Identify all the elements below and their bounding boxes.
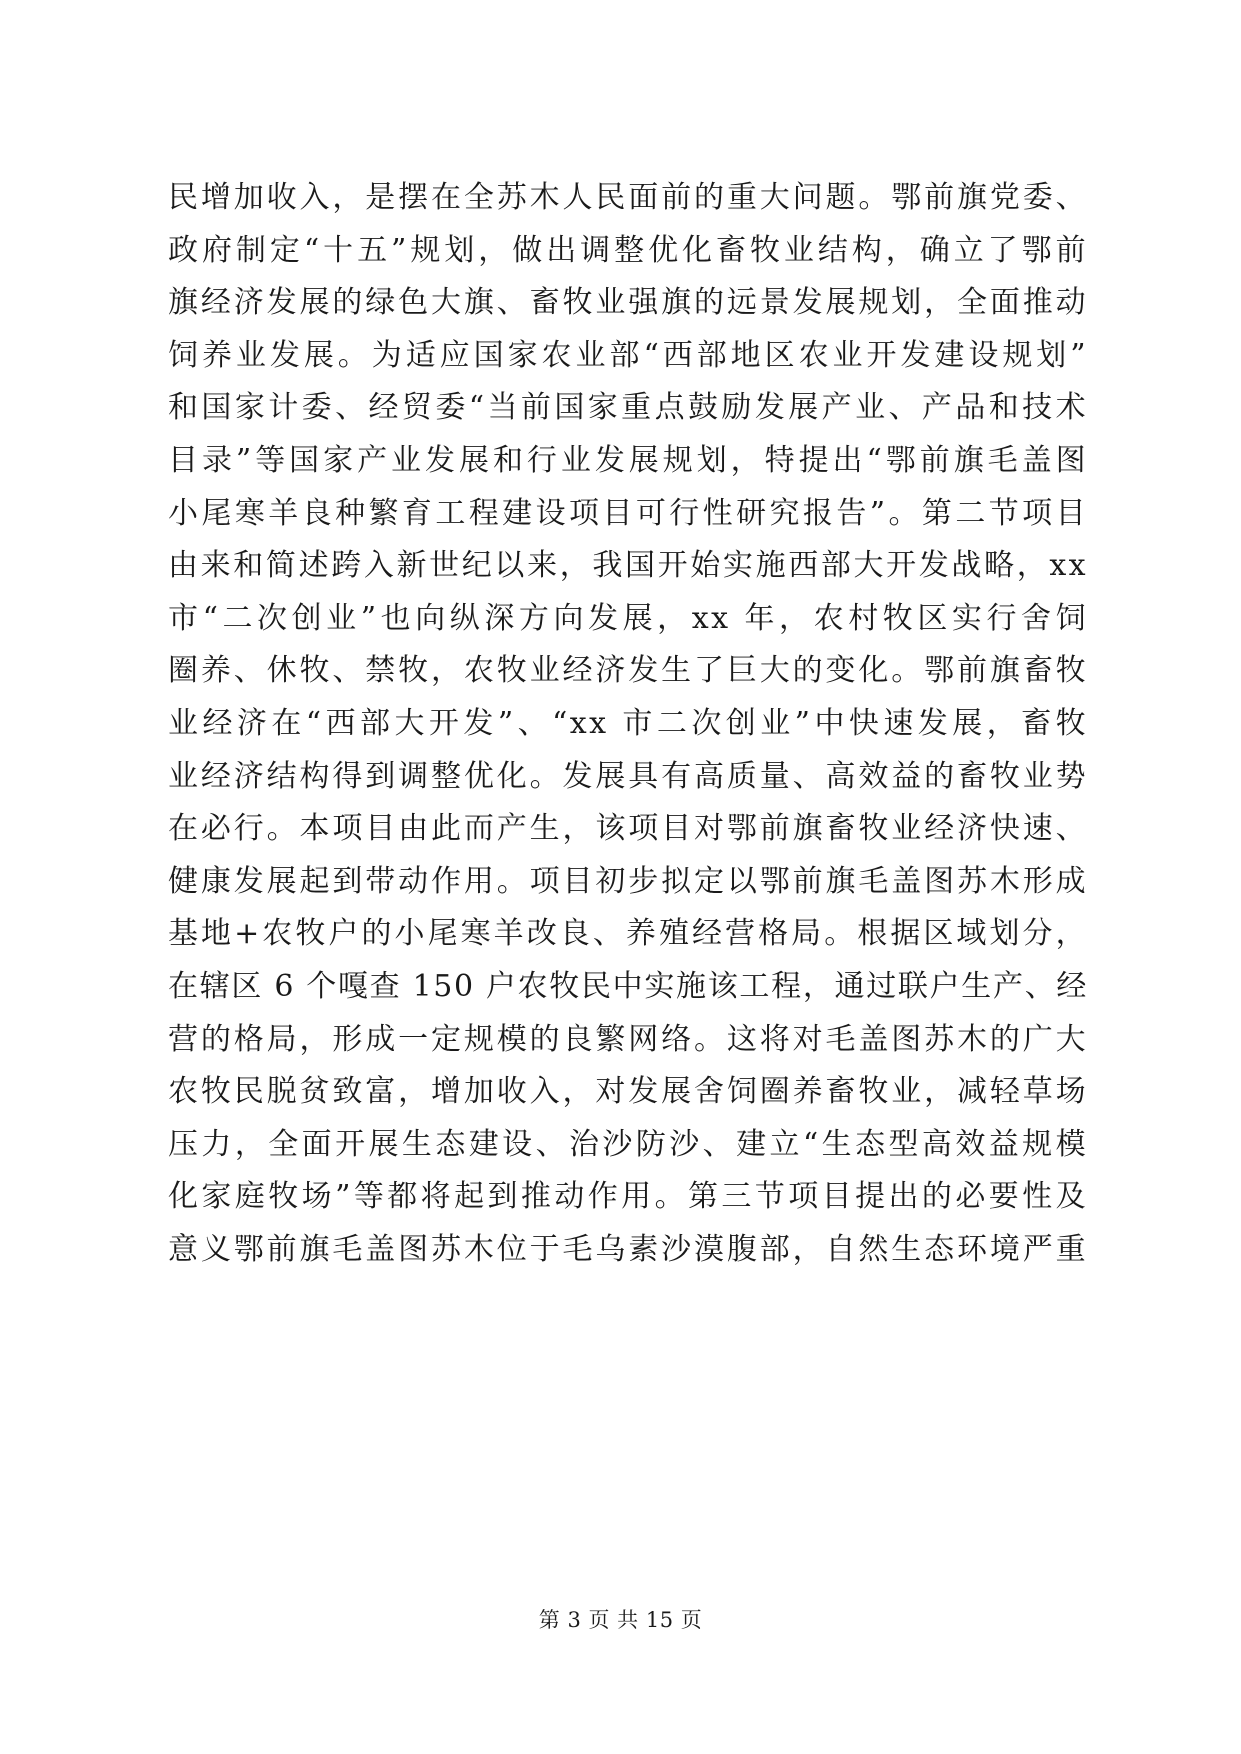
text-line: 和国家计委、经贸委“当前国家重点鼓励发展产业、产品和技术 (168, 390, 1088, 426)
text-line: 小尾寒羊良种繁育工程建设项目可行性研究报告”。第二节项目 (168, 495, 1088, 531)
text-line: 压力，全面开展生态建设、治沙防沙、建立“生态型高效益规模 (168, 1126, 1088, 1162)
body-text (168, 172, 1088, 1276)
text-line: 市“二次创业”也向纵深方向发展，xx 年，农村牧区实行舍饲 (168, 600, 1088, 636)
text-line: 化家庭牧场”等都将起到推动作用。第三节项目提出的必要性及 (168, 1179, 1088, 1215)
text-line: 饲养业发展。为适应国家农业部“西部地区农业开发建设规划” (168, 337, 1088, 373)
page-footer: 第 3 页 共 15 页 (538, 1608, 703, 1632)
text-line: 健康发展起到带动作用。项目初步拟定以鄂前旗毛盖图苏木形成 (168, 863, 1088, 899)
text-line: 基地+农牧户的小尾寒羊改良、养殖经营格局。根据区域划分， (168, 916, 1088, 952)
text-line: 目录”等国家产业发展和行业发展规划，特提出“鄂前旗毛盖图 (168, 442, 1088, 478)
text-line: 在必行。本项目由此而产生，该项目对鄂前旗畜牧业经济快速、 (168, 811, 1088, 847)
text-line: 旗经济发展的绿色大旗、畜牧业强旗的远景发展规划，全面推动 (168, 285, 1088, 321)
text-line: 由来和简述跨入新世纪以来，我国开始实施西部大开发战略，xx (168, 548, 1088, 584)
text-line: 营的格局，形成一定规模的良繁网络。这将对毛盖图苏木的广大 (168, 1021, 1088, 1057)
text-line: 圈养、休牧、禁牧，农牧业经济发生了巨大的变化。鄂前旗畜牧 (168, 653, 1088, 689)
text-line: 民增加收入，是摆在全苏木人民面前的重大问题。鄂前旗党委、 (168, 180, 1088, 215)
text-line: 农牧民脱贫致富，增加收入，对发展舍饲圈养畜牧业，减轻草场 (168, 1074, 1088, 1110)
text-line: 业经济结构得到调整优化。发展具有高质量、高效益的畜牧业势 (168, 758, 1088, 794)
text-line: 政府制定“十五”规划，做出调整优化畜牧业结构，确立了鄂前 (168, 232, 1088, 268)
text-line: 意义鄂前旗毛盖图苏木位于毛乌素沙漠腹部，自然生态环境严重 (168, 1231, 1088, 1267)
text-line: 在辖区 6 个嘎查 150 户农牧民中实施该工程，通过联户生产、经 (168, 968, 1088, 1004)
text-line: 业经济在“西部大开发”、“xx 市二次创业”中快速发展，畜牧 (168, 705, 1088, 741)
